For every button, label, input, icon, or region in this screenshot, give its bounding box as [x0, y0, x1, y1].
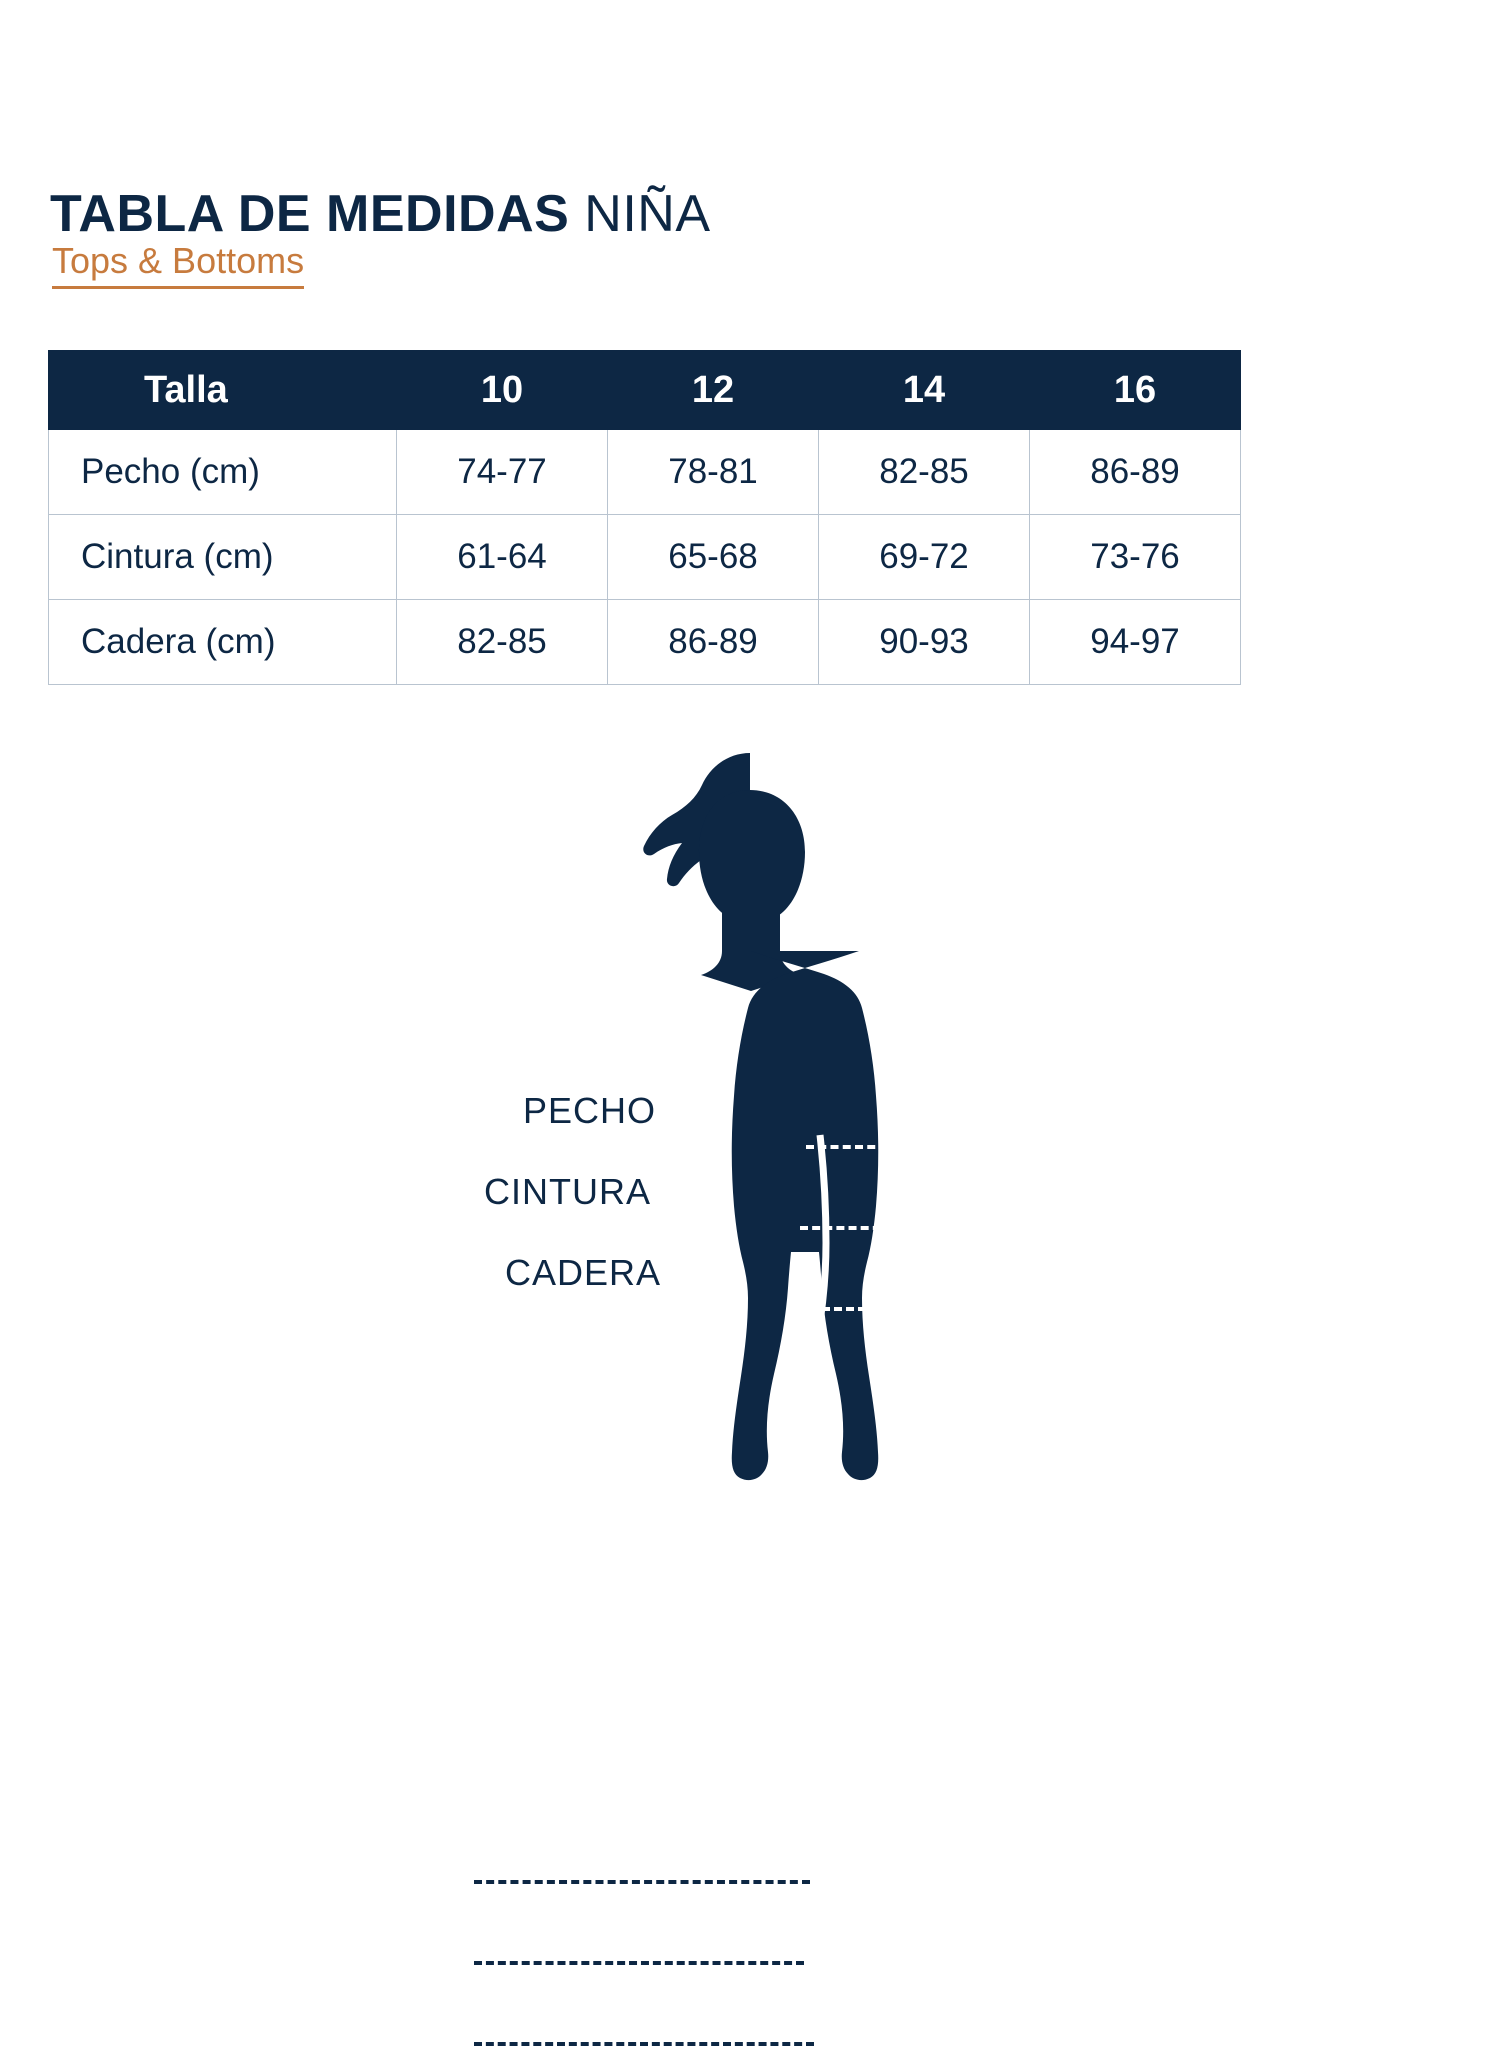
table-header-size-16: 16 — [1030, 351, 1241, 430]
page-title — [50, 184, 711, 243]
cell-pecho-14: 82-85 — [819, 430, 1030, 515]
cadera-label: CADERA — [505, 1252, 662, 1293]
body-figure-area — [0, 735, 1500, 1500]
cell-cintura-14: 69-72 — [819, 515, 1030, 600]
table-row — [49, 430, 1241, 515]
size-table — [48, 350, 1241, 685]
page-title-light: NIÑA — [584, 184, 711, 243]
cell-cadera-12: 86-89 — [608, 600, 819, 685]
pecho-measure-line — [474, 1880, 810, 1884]
row-label-cadera: Cadera (cm) — [49, 600, 397, 685]
size-table-body — [49, 430, 1241, 685]
cell-cintura-16: 73-76 — [1030, 515, 1241, 600]
table-header-talla: Talla — [49, 351, 397, 430]
cell-pecho-16: 86-89 — [1030, 430, 1241, 515]
cadera-measure-line-inner — [810, 1307, 1010, 1311]
table-header-size-10: 10 — [397, 351, 608, 430]
cell-cadera-16: 94-97 — [1030, 600, 1241, 685]
pecho-measure-line-inner — [806, 1145, 961, 1149]
cintura-label: CINTURA — [484, 1171, 651, 1212]
cell-cintura-10: 61-64 — [397, 515, 608, 600]
table-header-size-14: 14 — [819, 351, 1030, 430]
pecho-label: PECHO — [523, 1090, 657, 1131]
table-header-row — [49, 351, 1241, 430]
cintura-measure-line-inner — [800, 1226, 990, 1230]
row-label-pecho: Pecho (cm) — [49, 430, 397, 515]
page-title-bold: TABLA DE MEDIDAS — [50, 184, 570, 243]
row-label-cintura: Cintura (cm) — [49, 515, 397, 600]
cell-cintura-12: 65-68 — [608, 515, 819, 600]
cintura-measure-line — [474, 1961, 804, 1965]
cadera-measure-line — [474, 2042, 814, 2046]
table-row — [49, 600, 1241, 685]
cell-cadera-14: 90-93 — [819, 600, 1030, 685]
cell-cadera-10: 82-85 — [397, 600, 608, 685]
cell-pecho-10: 74-77 — [397, 430, 608, 515]
page-subtitle: Tops & Bottoms — [52, 240, 304, 289]
size-table-head — [49, 351, 1241, 430]
table-row — [49, 515, 1241, 600]
cell-pecho-12: 78-81 — [608, 430, 819, 515]
table-header-size-12: 12 — [608, 351, 819, 430]
